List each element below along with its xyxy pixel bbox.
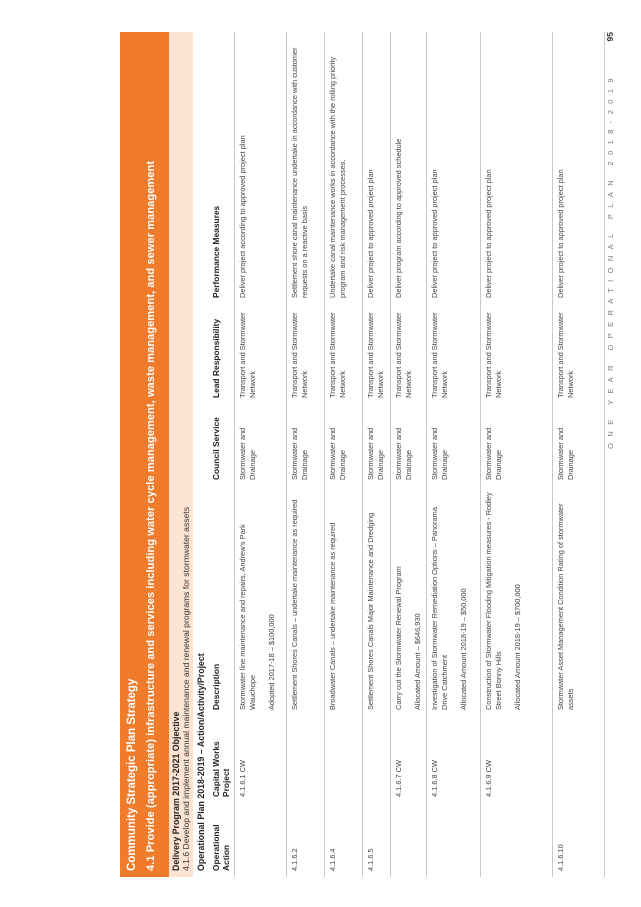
- cell-action: 4.1.6.4: [325, 803, 363, 877]
- cell-project: [363, 716, 391, 803]
- cell-measure: Deliver project to approved project plan: [481, 32, 553, 304]
- cell-lead: Transport and Stormwater Network: [427, 304, 481, 404]
- cell-service: Stormwater and Drainage: [287, 404, 325, 486]
- cell-action: 4.1.6.5: [363, 803, 391, 877]
- header-capital-works: Capital Works Project: [209, 716, 235, 803]
- cell-lead: Transport and Stormwater Network: [287, 304, 325, 404]
- description-text: Carry out the Stormwater Renewal Program: [394, 566, 404, 710]
- description-text: Stormwater Asset Management Condition Rating of stormwater assets: [556, 503, 575, 710]
- cell-project: [553, 716, 605, 803]
- header-operational-action: Operational Action: [209, 803, 235, 877]
- cell-description: [481, 486, 553, 716]
- cell-project: 4.1.6.8 CW: [427, 716, 481, 803]
- cell-project: 4.1.6.7 CW: [391, 716, 427, 803]
- cell-description: [235, 486, 287, 716]
- table-row: [325, 32, 363, 877]
- cell-project: 4.1.6.1 CW: [235, 716, 287, 803]
- description-text: Settlement Shores Canals Major Maintenance and Dredging: [366, 512, 376, 710]
- cell-service: Stormwater and Drainage: [363, 404, 391, 486]
- cell-description: [325, 486, 363, 716]
- cell-service: Stormwater and Drainage: [391, 404, 427, 486]
- table-row: [481, 32, 553, 877]
- description-text: Broadwater Canals – undertake maintenance as required: [328, 522, 338, 710]
- cell-service: Stormwater and Drainage: [235, 404, 287, 486]
- description-amount: Allocated Amount – $646,930: [412, 613, 422, 710]
- cell-project: [287, 716, 325, 803]
- header-performance-measures: Performance Measures: [209, 32, 235, 304]
- cell-description: [287, 486, 325, 716]
- header-lead-responsibility: Lead Responsibility: [209, 304, 235, 404]
- cell-service: Stormwater and Drainage: [427, 404, 481, 486]
- table-row: [235, 32, 287, 877]
- description-amount: Allocated Amount 2018-19 – $50,000: [458, 588, 468, 710]
- delivery-banner: [169, 32, 193, 877]
- strategy-banner: [120, 32, 169, 877]
- cell-description: [553, 486, 605, 716]
- cell-action: 4.1.6.10: [553, 803, 605, 877]
- description-text: Settlement Shores Canals – undertake maintenance as required: [290, 499, 300, 710]
- cell-action: [235, 803, 287, 877]
- delivery-title: Delivery Program 2017-2021 Objective: [171, 711, 181, 871]
- delivery-objective: 4.1.6 Develop and implement annual maintenance and renewal programs for stormwater assets: [181, 507, 191, 871]
- cell-measure: Settlement shore canal maintenance undertake in accordance with customer requests on a reactive basis: [287, 32, 325, 304]
- cell-service: Stormwater and Drainage: [325, 404, 363, 486]
- strategy-title: Community Strategic Plan Strategy: [126, 678, 138, 871]
- cell-service: Stormwater and Drainage: [553, 404, 605, 486]
- cell-project: 4.1.6.9 CW: [481, 716, 553, 803]
- description-text: Investigation of Stormwater Remediation Options – Panorama Drive Catchment: [430, 507, 449, 710]
- cell-lead: Transport and Stormwater Network: [235, 304, 287, 404]
- cell-lead: Transport and Stormwater Network: [553, 304, 605, 404]
- description-amount: Allocated Amount 2018-19 – $700,000: [512, 584, 522, 710]
- description-amount: Adopted 2017-18 – $100,000: [266, 614, 276, 710]
- description-text: Stormwater line maintenance and repairs, Andrew's Park Wauchope: [238, 524, 257, 710]
- cell-service: Stormwater and Drainage: [481, 404, 553, 486]
- cell-measure: Deliver program according to approved schedule: [391, 32, 427, 304]
- header-description: Description: [209, 486, 235, 716]
- page-number: 95: [605, 32, 615, 42]
- cell-description: [391, 486, 427, 716]
- cell-action: [391, 803, 427, 877]
- cell-measure: Undertake canal maintenance works in accordance with the rolling priority program and risk management processes.: [325, 32, 363, 304]
- table-row: [553, 32, 605, 877]
- cell-action: [481, 803, 553, 877]
- cell-measure: Deliver project according to approved project plan: [235, 32, 287, 304]
- cell-description: [427, 486, 481, 716]
- table-row: [391, 32, 427, 877]
- operational-plan-heading: [196, 32, 208, 877]
- table-header-row: [209, 32, 235, 877]
- cell-measure: Deliver project to approved project plan: [427, 32, 481, 304]
- table-row: [363, 32, 391, 877]
- cell-lead: Transport and Stormwater Network: [391, 304, 427, 404]
- operational-plan-title: Operational Plan 2018-2019 – Action/Activity/Project: [196, 653, 206, 871]
- cell-lead: Transport and Stormwater Network: [481, 304, 553, 404]
- strategy-subtitle: 4.1 Provide (appropriate) infrastructure and services including water cycle management, waste management, and sewer management: [145, 160, 157, 871]
- header-council-service: Council Service: [209, 404, 235, 486]
- cell-lead: Transport and Stormwater Network: [363, 304, 391, 404]
- cell-action: 4.1.6.2: [287, 803, 325, 877]
- cell-lead: Transport and Stormwater Network: [325, 304, 363, 404]
- cell-project: [325, 716, 363, 803]
- cell-measure: Deliver project to approved project plan: [553, 32, 605, 304]
- table-row: [427, 32, 481, 877]
- table-row: [287, 32, 325, 877]
- page-footer: [606, 32, 618, 877]
- cell-action: [427, 803, 481, 877]
- cell-measure: Deliver project to approved project plan: [363, 32, 391, 304]
- running-title: ONE YEAR OPERATIONAL PLAN 2018-2019: [606, 72, 615, 449]
- cell-description: [363, 486, 391, 716]
- description-text: Construction of Stormwater Flooding Mitigation measures - Rodley Street Bonny Hills: [484, 492, 503, 710]
- actions-table: [209, 32, 605, 877]
